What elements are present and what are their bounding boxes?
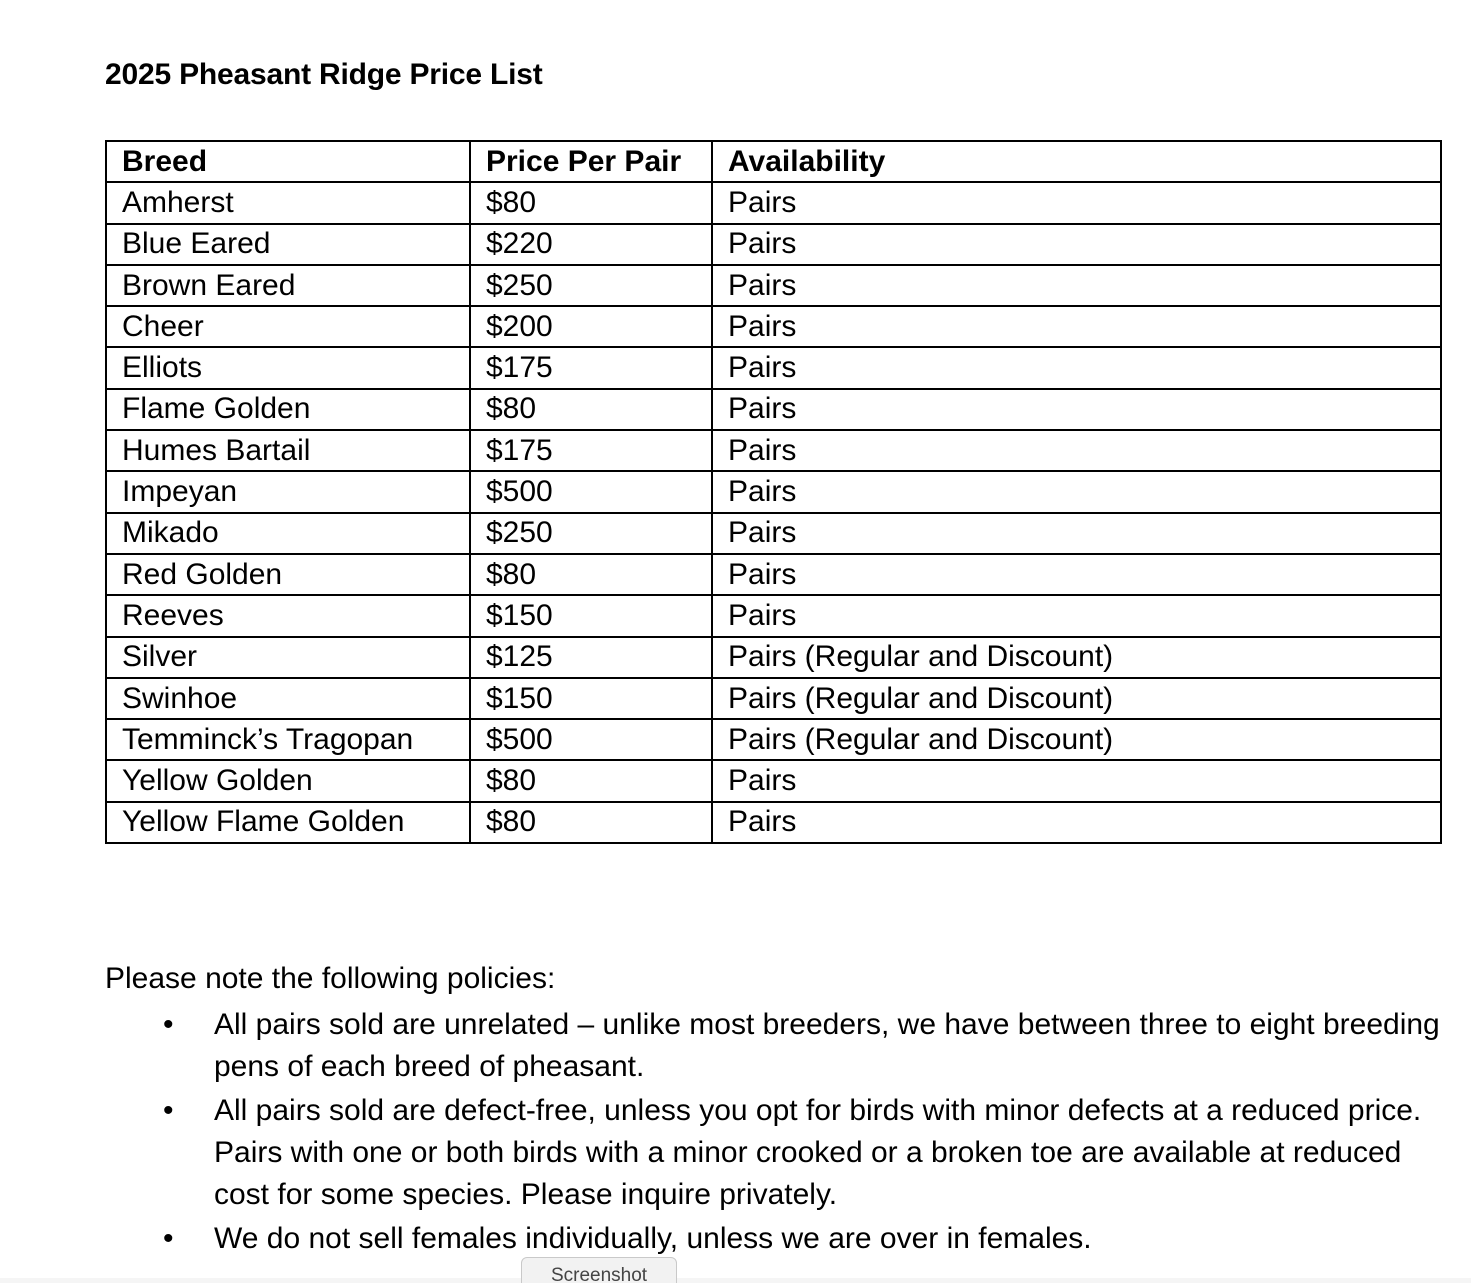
cell-availability: Pairs xyxy=(712,760,1441,801)
cell-availability: Pairs (Regular and Discount) xyxy=(712,719,1441,760)
policy-text: We do not sell females individually, unless we are over in females. xyxy=(214,1222,1092,1255)
bullet-icon: • xyxy=(163,1008,174,1041)
screenshot-tab-button[interactable]: Screenshot xyxy=(521,1257,677,1283)
table-row xyxy=(106,554,1441,595)
price-table xyxy=(105,140,1442,844)
cell-price: $250 xyxy=(470,265,712,306)
header-price: Price Per Pair xyxy=(470,141,712,182)
cell-availability: Pairs xyxy=(712,389,1441,430)
cell-price: $220 xyxy=(470,224,712,265)
bullet-icon: • xyxy=(163,1094,174,1127)
table-row xyxy=(106,182,1441,223)
cell-availability: Pairs xyxy=(712,513,1441,554)
cell-breed: Swinhoe xyxy=(106,678,470,719)
table-row xyxy=(106,389,1441,430)
cell-price: $150 xyxy=(470,678,712,719)
header-breed: Breed xyxy=(106,141,470,182)
policy-item xyxy=(105,1090,1445,1216)
table-row xyxy=(106,306,1441,347)
table-row xyxy=(106,719,1441,760)
cell-availability: Pairs xyxy=(712,306,1441,347)
cell-price: $80 xyxy=(470,554,712,595)
policy-list xyxy=(105,1004,1445,1262)
header-availability: Availability xyxy=(712,141,1441,182)
cell-availability: Pairs xyxy=(712,265,1441,306)
cell-breed: Mikado xyxy=(106,513,470,554)
cell-price: $500 xyxy=(470,471,712,512)
policy-text: All pairs sold are unrelated – unlike most breeders, we have between three to eight breeding pens of each breed of pheasant. xyxy=(214,1008,1440,1083)
cell-breed: Blue Eared xyxy=(106,224,470,265)
document-title: 2025 Pheasant Ridge Price List xyxy=(105,58,543,91)
cell-price: $80 xyxy=(470,182,712,223)
cell-availability: Pairs xyxy=(712,430,1441,471)
cell-price: $250 xyxy=(470,513,712,554)
cell-price: $80 xyxy=(470,760,712,801)
bullet-icon: • xyxy=(163,1222,174,1255)
cell-price: $500 xyxy=(470,719,712,760)
cell-availability: Pairs (Regular and Discount) xyxy=(712,678,1441,719)
cell-breed: Yellow Golden xyxy=(106,760,470,801)
cell-breed: Temminck’s Tragopan xyxy=(106,719,470,760)
table-body xyxy=(106,182,1441,843)
cell-breed: Reeves xyxy=(106,595,470,636)
policies-intro: Please note the following policies: xyxy=(105,962,556,995)
table-row xyxy=(106,513,1441,554)
cell-availability: Pairs xyxy=(712,554,1441,595)
cell-availability: Pairs xyxy=(712,224,1441,265)
cell-breed: Brown Eared xyxy=(106,265,470,306)
table-row xyxy=(106,637,1441,678)
cell-availability: Pairs xyxy=(712,802,1441,843)
cell-availability: Pairs (Regular and Discount) xyxy=(712,637,1441,678)
cell-breed: Amherst xyxy=(106,182,470,223)
policy-text: All pairs sold are defect-free, unless you opt for birds with minor defects at a reduced price. Pairs with one or both birds with a minor crooked or a broken toe are available at reduced cost for some species. Please inquire privately. xyxy=(214,1094,1422,1211)
table-row xyxy=(106,265,1441,306)
cell-price: $200 xyxy=(470,306,712,347)
cell-price: $80 xyxy=(470,802,712,843)
cell-breed: Yellow Flame Golden xyxy=(106,802,470,843)
table-row xyxy=(106,471,1441,512)
cell-breed: Humes Bartail xyxy=(106,430,470,471)
cell-breed: Red Golden xyxy=(106,554,470,595)
cell-breed: Flame Golden xyxy=(106,389,470,430)
table-row xyxy=(106,430,1441,471)
cell-breed: Silver xyxy=(106,637,470,678)
table-row xyxy=(106,347,1441,388)
table-row xyxy=(106,595,1441,636)
cell-breed: Elliots xyxy=(106,347,470,388)
cell-price: $125 xyxy=(470,637,712,678)
cell-availability: Pairs xyxy=(712,471,1441,512)
cell-availability: Pairs xyxy=(712,182,1441,223)
cell-price: $175 xyxy=(470,347,712,388)
cell-availability: Pairs xyxy=(712,595,1441,636)
cell-price: $80 xyxy=(470,389,712,430)
table-header-row xyxy=(106,141,1441,182)
bottom-bar xyxy=(0,1278,1471,1283)
policy-item xyxy=(105,1218,1445,1260)
cell-breed: Cheer xyxy=(106,306,470,347)
table-row xyxy=(106,224,1441,265)
table-row xyxy=(106,760,1441,801)
policy-item xyxy=(105,1004,1445,1088)
cell-price: $175 xyxy=(470,430,712,471)
cell-price: $150 xyxy=(470,595,712,636)
table-row xyxy=(106,678,1441,719)
table-row xyxy=(106,802,1441,843)
cell-availability: Pairs xyxy=(712,347,1441,388)
cell-breed: Impeyan xyxy=(106,471,470,512)
